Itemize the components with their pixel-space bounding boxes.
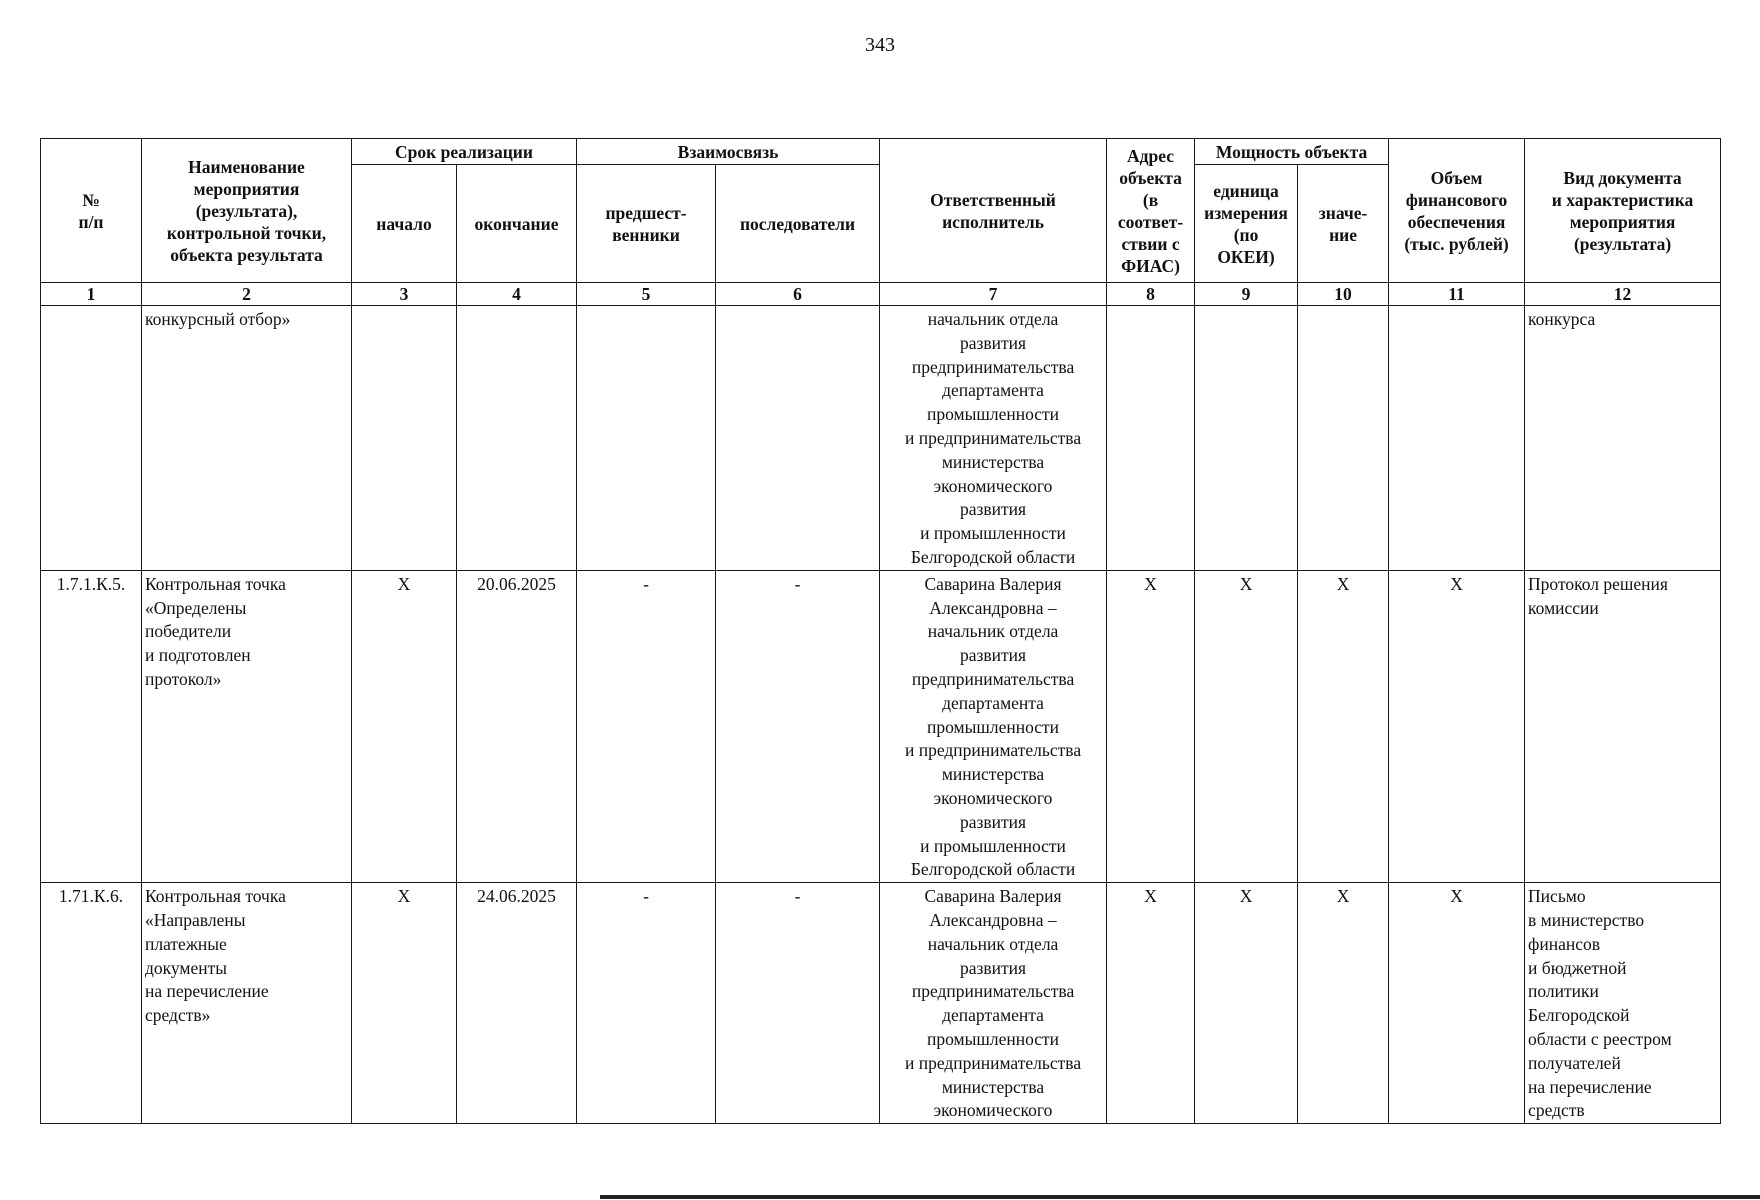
cell-doc: Протокол решения комиссии — [1525, 570, 1721, 882]
cell-value: X — [1298, 883, 1389, 1124]
header-end: окончание — [457, 165, 577, 283]
header-doc: Вид документа и характеристика мероприятия (результата) — [1525, 139, 1721, 283]
cell-unit: X — [1195, 883, 1298, 1124]
cell-finance — [1389, 306, 1525, 571]
column-number: 12 — [1525, 283, 1721, 306]
cell-unit: X — [1195, 570, 1298, 882]
header-value: значе- ние — [1298, 165, 1389, 283]
cell-end — [457, 306, 577, 571]
cell-value: X — [1298, 570, 1389, 882]
cell-finance: X — [1389, 883, 1525, 1124]
header-unit: единица измерения (по ОКЕИ) — [1195, 165, 1298, 283]
cell-responsible: Саварина Валерия Александровна – начальник отдела развития предпринимательства департамента промышленности и предпринимательства министерства экономического развития и промышленности Белгородской области — [880, 570, 1107, 882]
column-number: 7 — [880, 283, 1107, 306]
cell-name: Контрольная точка «Определены победители и подготовлен протокол» — [142, 570, 352, 882]
table-row — [41, 883, 1721, 1124]
cell-doc: Письмо в министерство финансов и бюджетной политики Белгородской области с реестром получателей на перечисление средств — [1525, 883, 1721, 1124]
header-group-relation: Взаимосвязь — [577, 139, 880, 165]
header-start: начало — [352, 165, 457, 283]
column-number: 3 — [352, 283, 457, 306]
cell-finance: X — [1389, 570, 1525, 882]
header-name: Наименование мероприятия (результата), контрольной точки, объекта результата — [142, 139, 352, 283]
cell-end: 20.06.2025 — [457, 570, 577, 882]
cell-no: 1.71.К.6. — [41, 883, 142, 1124]
header-no: № п/п — [41, 139, 142, 283]
column-number: 8 — [1107, 283, 1195, 306]
plan-table — [40, 138, 1721, 1124]
column-number: 9 — [1195, 283, 1298, 306]
column-number: 11 — [1389, 283, 1525, 306]
column-numbers-row — [41, 283, 1721, 306]
cell-responsible: Саварина Валерия Александровна – начальник отдела развития предпринимательства департамента промышленности и предпринимательства министерства экономического — [880, 883, 1107, 1124]
cell-doc: конкурса — [1525, 306, 1721, 571]
cell-predecessors: - — [577, 570, 716, 882]
cell-start: X — [352, 883, 457, 1124]
cell-predecessors — [577, 306, 716, 571]
column-number: 6 — [716, 283, 880, 306]
cell-address: X — [1107, 570, 1195, 882]
header-successors: последователи — [716, 165, 880, 283]
column-number: 2 — [142, 283, 352, 306]
cell-name: конкурсный отбор» — [142, 306, 352, 571]
header-responsible: Ответственный исполнитель — [880, 139, 1107, 283]
scan-edge-line — [600, 1195, 1760, 1199]
cell-unit — [1195, 306, 1298, 571]
header-finance: Объем финансового обеспечения (тыс. рублей) — [1389, 139, 1525, 283]
cell-responsible: начальник отдела развития предпринимательства департамента промышленности и предпринимательства министерства экономического развития и промышленности Белгородской области — [880, 306, 1107, 571]
cell-predecessors: - — [577, 883, 716, 1124]
header-address: Адрес объекта (в соответ- ствии с ФИАС) — [1107, 139, 1195, 283]
cell-start — [352, 306, 457, 571]
column-number: 1 — [41, 283, 142, 306]
header-group-term: Срок реализации — [352, 139, 577, 165]
cell-successors — [716, 306, 880, 571]
cell-no: 1.7.1.К.5. — [41, 570, 142, 882]
header-predecessors: предшест- венники — [577, 165, 716, 283]
cell-no — [41, 306, 142, 571]
column-number: 5 — [577, 283, 716, 306]
column-number: 10 — [1298, 283, 1389, 306]
header-row-1 — [41, 139, 1721, 165]
cell-successors: - — [716, 570, 880, 882]
cell-start: X — [352, 570, 457, 882]
cell-address — [1107, 306, 1195, 571]
cell-end: 24.06.2025 — [457, 883, 577, 1124]
cell-address: X — [1107, 883, 1195, 1124]
page-number: 343 — [865, 34, 895, 56]
table-row — [41, 570, 1721, 882]
cell-successors: - — [716, 883, 880, 1124]
column-number: 4 — [457, 283, 577, 306]
header-group-capacity: Мощность объекта — [1195, 139, 1389, 165]
cell-value — [1298, 306, 1389, 571]
table-row — [41, 306, 1721, 571]
cell-name: Контрольная точка «Направлены платежные документы на перечисление средств» — [142, 883, 352, 1124]
